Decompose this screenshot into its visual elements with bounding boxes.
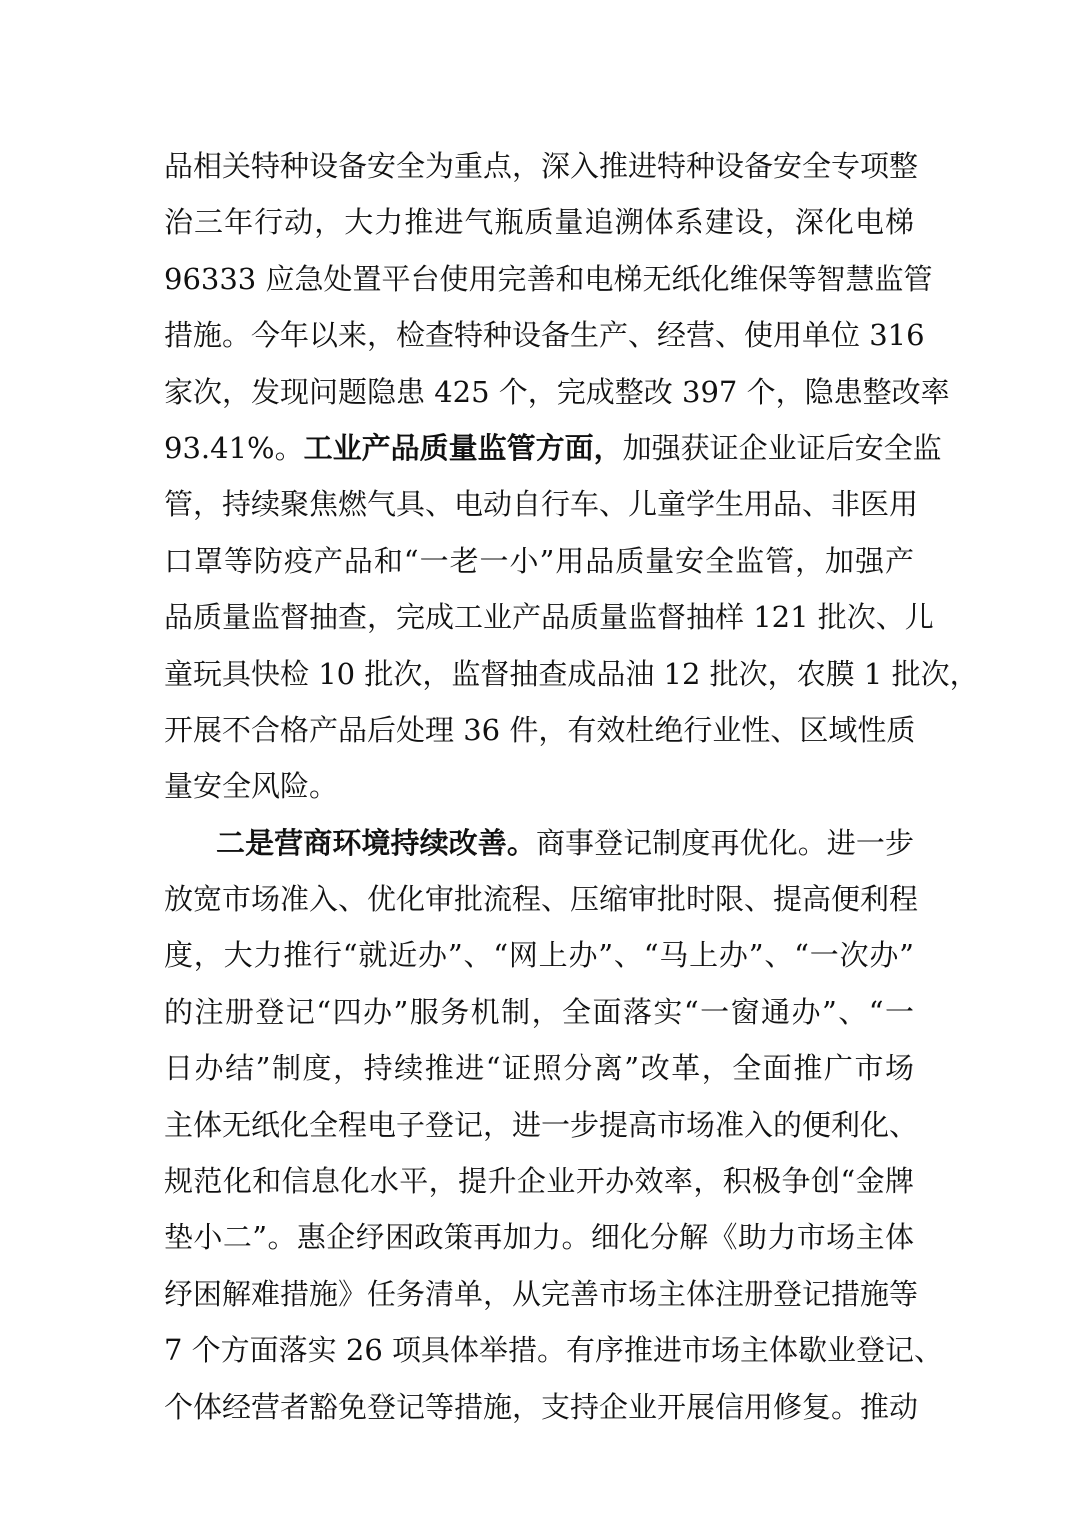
paragraph-2-line-7: 规范化和信息化水平，提升企业开办效率，积极争创“金牌 <box>164 1164 914 1199</box>
paragraph-2-line-2: 放宽市场准入、优化审批流程、压缩审批时限、提高便利程 <box>164 882 919 917</box>
paragraph-2-line-8: 垫小二”。惠企纾困政策再加力。细化分解《助力市场主体 <box>164 1220 914 1255</box>
paragraph-2-line-11: 个体经营者豁免登记等措施，支持企业开展信用修复。推动 <box>164 1389 919 1424</box>
paragraph-1-line-6-suffix: 加强获证企业证后安全监 <box>622 430 942 465</box>
paragraph-1-line-9: 品质量监督抽查，完成工业产品质量监督抽样 121 批次、儿 <box>164 600 934 635</box>
paragraph-1-line-12: 量安全风险。 <box>164 769 339 804</box>
paragraph-2-line-5: 日办结”制度，持续推进“证照分离”改革，全面推广市场 <box>164 1051 914 1086</box>
paragraph-2-line-6: 主体无纸化全程电子登记，进一步提高市场准入的便利化、 <box>164 1107 919 1142</box>
paragraph-1-line-6 <box>164 420 942 476</box>
paragraph-1-line-11: 开展不合格产品后处理 36 件，有效杜绝行业性、区域性质 <box>164 712 916 747</box>
document-body <box>164 138 979 1435</box>
paragraph-1-line-4: 措施。今年以来，检查特种设备生产、经营、使用单位 316 <box>164 318 925 353</box>
paragraph-1-line-10: 童玩具快检 10 批次，监督抽查成品油 12 批次，农膜 1 批次， <box>164 656 979 691</box>
paragraph-1-line-1: 品相关特种设备安全为重点，深入推进特种设备安全专项整 <box>164 149 919 183</box>
paragraph-2-line-3: 度，大力推行“就近办”、“网上办”、“马上办”、“一次办” <box>164 938 914 973</box>
paragraph-1-line-7: 管，持续聚焦燃气具、电动自行车、儿童学生用品、非医用 <box>164 487 919 522</box>
paragraph-1-line-8: 口罩等防疫产品和“一老一小”用品质量安全监管，加强产 <box>164 543 914 578</box>
paragraph-1-line-6-prefix: 93.41%。 <box>164 430 304 465</box>
paragraph-2-line-1-suffix: 商事登记制度再优化。进一步 <box>535 825 914 860</box>
paragraph-2-line-9: 纾困解难措施》任务清单，从完善市场主体注册登记措施等 <box>164 1276 919 1311</box>
industrial-quality-heading: 工业产品质量监管方面， <box>303 430 623 465</box>
paragraph-1-line-3: 96333 应急处置平台使用完善和电梯无纸化维保等智慧监管 <box>164 261 933 296</box>
business-environment-heading: 二是营商环境持续改善。 <box>216 825 536 860</box>
paragraph-2-line-4: 的注册登记“四办”服务机制，全面落实“一窗通办”、“一 <box>164 994 914 1029</box>
paragraph-1-line-5: 家次，发现问题隐患 425 个，完成整改 397 个，隐患整改率 <box>164 374 950 409</box>
paragraph-1-line-2: 治三年行动，大力推进气瓶质量追溯体系建设，深化电梯 <box>164 205 914 240</box>
paragraph-2-line-1 <box>164 815 914 871</box>
paragraph-2-line-10: 7 个方面落实 26 项具体举措。有序推进市场主体歇业登记、 <box>164 1333 944 1368</box>
